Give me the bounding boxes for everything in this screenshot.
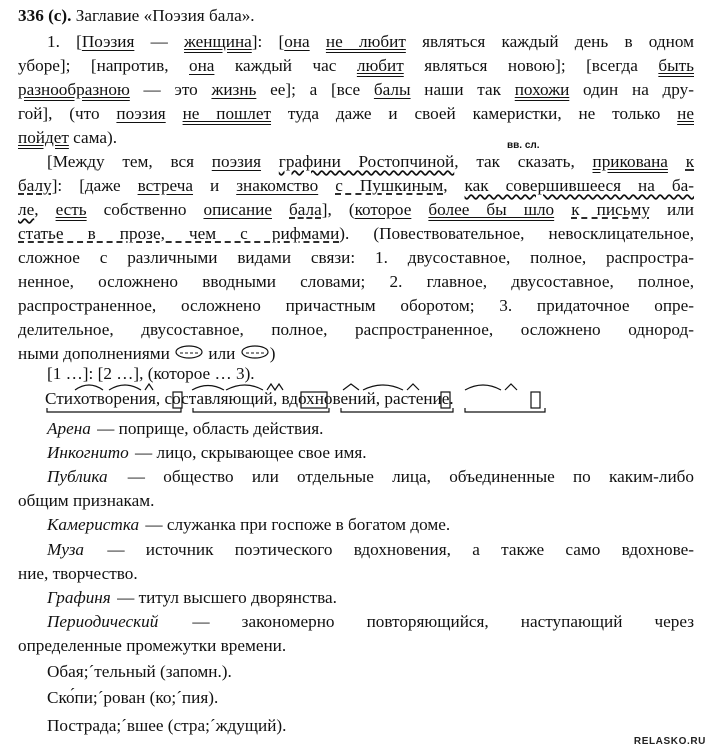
- para2-line-5: сложное с различными видами связи: 1. двусоставное, полное, распростра-: [18, 248, 694, 267]
- sentence-scheme: [1 …]: [2 …], (которое … 3).: [47, 364, 255, 383]
- para1-line-3: разнообразною — это жизнь ее]; а [все балы наши так похожи один на дру-: [18, 80, 694, 99]
- definition-periodicheskiy-cont: определенные промежутки времени.: [18, 636, 287, 655]
- definition-incognito: Инкогнито — лицо, скрывающее свое имя.: [47, 443, 367, 462]
- definition-periodicheskiy: Периодический — закономерно повторяющийся, наступающий через: [47, 612, 694, 631]
- morphemic-words: Стихотворения, составляющий, вдохновений, растение.: [45, 389, 454, 408]
- para2-line-1: [Между тем, вся поэзия графини Ростопчиной, так сказать, прикована к: [47, 152, 695, 171]
- para2-line-6: ненное, осложнено вводными словами; 2. главное, двусоставное, полное,: [18, 272, 694, 291]
- definition-publika-cont: общим признакам.: [18, 491, 155, 510]
- watermark: RELASKO.RU: [633, 736, 706, 747]
- morphemic-parsing: [45, 380, 585, 412]
- para2-line-4: статье в прозе, чем с рифмами). (Повествовательное, невосклицательное,: [18, 224, 694, 243]
- para2-line-8: делительное, двусоставное, полное, распространенное, осложнено однород-: [18, 320, 694, 339]
- para2-line-2: балу]: [даже встреча и знакомство с Пушкиным, как совершившееся на ба-: [18, 176, 694, 195]
- spelling-line-2: Ско́пи;´рован (ко;´пия).: [47, 688, 219, 707]
- para2-line-7: распространенное, осложнено причастным оборотом; 3. придаточное опре-: [18, 296, 694, 315]
- morpheme-marks-icon: [45, 380, 585, 414]
- definition-kameristka: Камеристка — служанка при госпоже в богатом доме.: [47, 515, 451, 534]
- para1-line-4: гой], (что поэзия не пошлет туда даже и своей камеристки, не только не: [18, 104, 694, 123]
- para1-line-2: уборе]; [напротив, она каждый час любит являться новою]; [всегда быть: [18, 56, 694, 75]
- definition-grafinya: Графиня — титул высшего дворянства.: [47, 588, 337, 607]
- definition-publika: Публика — общество или отдельные лица, объединенные по каким-либо: [47, 467, 694, 486]
- para2-line-9: ными дополнениями или ): [18, 342, 694, 367]
- exercise-header: [18, 4, 694, 28]
- exercise-title: Заглавие «Поэзия бала».: [75, 6, 255, 25]
- para1-line-1: 1. [Поэзия — женщина]: [она не любит являться каждый день в одном: [47, 32, 694, 51]
- definition-muza-cont: ние, творчество.: [18, 564, 138, 583]
- spelling-line-1: Обая;´тельный (запомн.).: [47, 662, 232, 681]
- exercise-number: 336 (с).: [18, 6, 72, 25]
- introductory-words-note: вв. сл.: [507, 140, 540, 151]
- definition-muza: Муза — источник поэтического вдохновения, а также само вдохнове-: [47, 540, 694, 559]
- definition-arena: Арена — поприще, область действия.: [47, 419, 324, 438]
- spelling-line-3: Пострада;´вшее (стра;´ждущий).: [47, 716, 287, 735]
- para2-line-3: ле, есть собственно описание бала], (которое более бы шло к письму или: [18, 200, 695, 219]
- para1-line-5: пойдет сама).: [18, 128, 118, 147]
